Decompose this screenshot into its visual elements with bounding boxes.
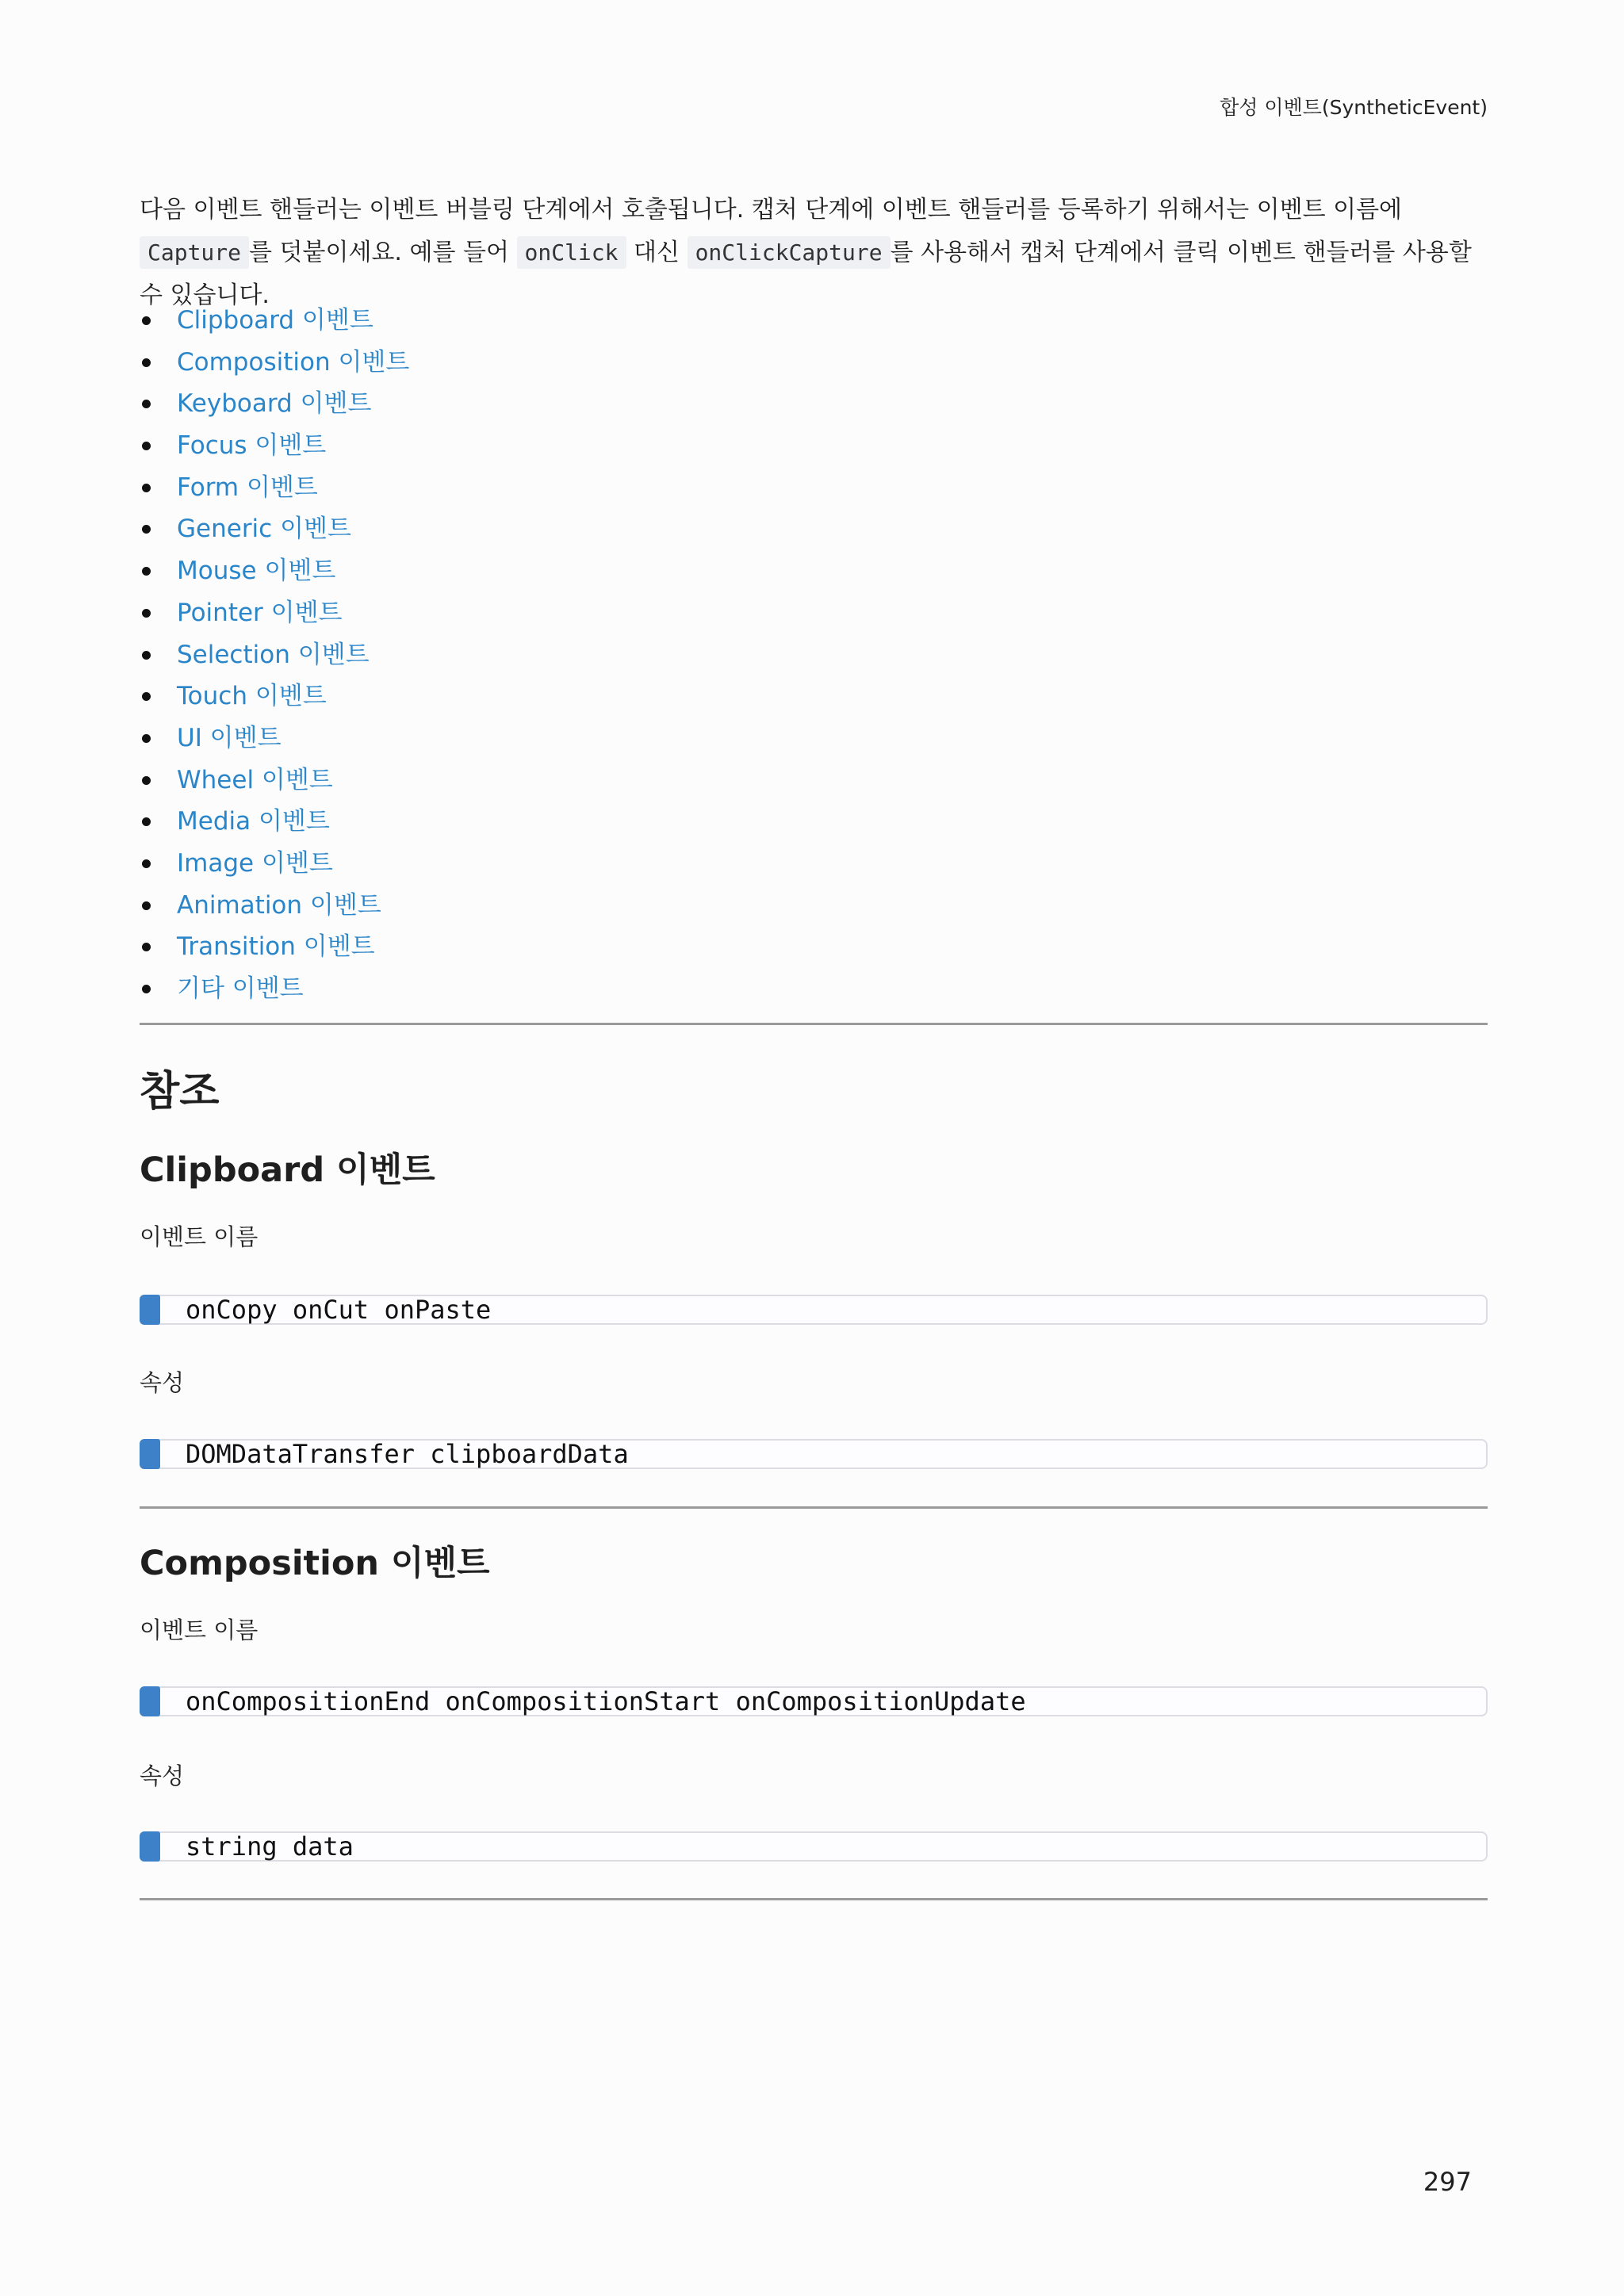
bullet-icon: [142, 734, 151, 743]
code-marker-icon: [140, 1439, 160, 1469]
toc-link-form[interactable]: Form 이벤트: [177, 473, 318, 502]
toc-link-composition[interactable]: Composition 이벤트: [177, 347, 410, 377]
list-item: [140, 508, 409, 550]
section-divider: [140, 1023, 1488, 1025]
composition-props-code-block: [140, 1831, 1488, 1862]
list-item: [140, 968, 409, 1010]
list-item: [140, 592, 409, 634]
document-page: [140, 0, 1488, 2296]
section-divider: [140, 1898, 1488, 1900]
section-divider: [140, 1506, 1488, 1509]
bullet-icon: [142, 400, 151, 408]
composition-names-code-block: [140, 1686, 1488, 1716]
toc-link-image[interactable]: Image 이벤트: [177, 848, 333, 878]
clipboard-names-label: 이벤트 이름: [140, 1223, 259, 1250]
clipboard-names-code: onCopy onCut onPaste: [186, 1295, 492, 1325]
list-item: [140, 634, 409, 676]
list-item: [140, 383, 409, 425]
intro-text-2: 를 덧붙이세요. 예를 들어: [249, 239, 517, 266]
intro-text-3: 대신: [626, 239, 688, 266]
list-item: [140, 801, 409, 843]
list-item: [140, 718, 409, 760]
intro-text-4: 를 사용해서 캡처 단계에서 클릭 이벤트 핸들러를 사용할 수 있습니다.: [140, 239, 1472, 309]
toc-link-pointer[interactable]: Pointer 이벤트: [177, 598, 343, 627]
toc-link-media[interactable]: Media 이벤트: [177, 807, 330, 836]
list-item: [140, 467, 409, 509]
bullet-icon: [142, 817, 151, 826]
list-item: [140, 342, 409, 384]
clipboard-props-label: 속성: [140, 1369, 185, 1396]
toc-link-focus[interactable]: Focus 이벤트: [177, 431, 327, 461]
bullet-icon: [142, 692, 151, 701]
page-number: 297: [1423, 2167, 1472, 2197]
bullet-icon: [142, 525, 151, 534]
bullet-icon: [142, 442, 151, 450]
bullet-icon: [142, 651, 151, 660]
toc-link-ui[interactable]: UI 이벤트: [177, 723, 282, 752]
composition-props-label: 속성: [140, 1762, 185, 1789]
composition-names-code: onCompositionEnd onCompositionStart onCompositionUpdate: [186, 1686, 1026, 1716]
code-marker-icon: [140, 1686, 160, 1716]
inline-code-onclick: onClick: [517, 236, 626, 269]
bullet-icon: [142, 985, 151, 993]
bullet-icon: [142, 943, 151, 951]
toc-link-keyboard[interactable]: Keyboard 이벤트: [177, 389, 372, 419]
bullet-icon: [142, 316, 151, 325]
intro-text-1: 다음 이벤트 핸들러는 이벤트 버블링 단계에서 호출됩니다. 캡처 단계에 이벤트 핸들러를 등록하기 위해서는 이벤트 이름에: [140, 196, 1403, 224]
list-item: [140, 550, 409, 592]
bullet-icon: [142, 609, 151, 618]
toc-link-animation[interactable]: Animation 이벤트: [177, 890, 381, 920]
bullet-icon: [142, 358, 151, 367]
toc-link-generic[interactable]: Generic 이벤트: [177, 515, 351, 544]
inline-code-onclickcapture: onClickCapture: [688, 236, 891, 269]
reference-heading: 참조: [140, 1068, 220, 1115]
toc-link-transition[interactable]: Transition 이벤트: [177, 932, 375, 962]
toc-link-touch[interactable]: Touch 이벤트: [177, 682, 327, 711]
toc-link-mouse[interactable]: Mouse 이벤트: [177, 557, 336, 586]
list-item: [140, 885, 409, 927]
inline-code-capture: Capture: [140, 236, 249, 269]
code-marker-icon: [140, 1831, 160, 1862]
composition-heading: Composition 이벤트: [140, 1544, 490, 1583]
list-item: [140, 675, 409, 718]
toc-link-wheel[interactable]: Wheel 이벤트: [177, 765, 333, 794]
intro-paragraph: [140, 189, 1488, 317]
list-item: [140, 926, 409, 968]
bullet-icon: [142, 567, 151, 576]
event-category-list: [140, 300, 409, 1010]
running-header: 합성 이벤트(SyntheticEvent): [1220, 96, 1488, 119]
bullet-icon: [142, 776, 151, 785]
list-item: [140, 843, 409, 885]
list-item: [140, 300, 409, 342]
list-item: [140, 760, 409, 802]
list-item: [140, 425, 409, 467]
clipboard-props-code: DOMDataTransfer clipboardData: [186, 1439, 629, 1469]
code-marker-icon: [140, 1295, 160, 1325]
composition-names-label: 이벤트 이름: [140, 1617, 259, 1644]
clipboard-heading: Clipboard 이벤트: [140, 1150, 435, 1190]
clipboard-props-code-block: [140, 1439, 1488, 1469]
toc-link-selection[interactable]: Selection 이벤트: [177, 640, 370, 669]
composition-props-code: string data: [186, 1831, 354, 1862]
bullet-icon: [142, 484, 151, 492]
toc-link-other[interactable]: 기타 이벤트: [177, 974, 304, 1003]
clipboard-names-code-block: [140, 1295, 1488, 1325]
bullet-icon: [142, 859, 151, 868]
bullet-icon: [142, 901, 151, 910]
toc-link-clipboard[interactable]: Clipboard 이벤트: [177, 306, 373, 335]
